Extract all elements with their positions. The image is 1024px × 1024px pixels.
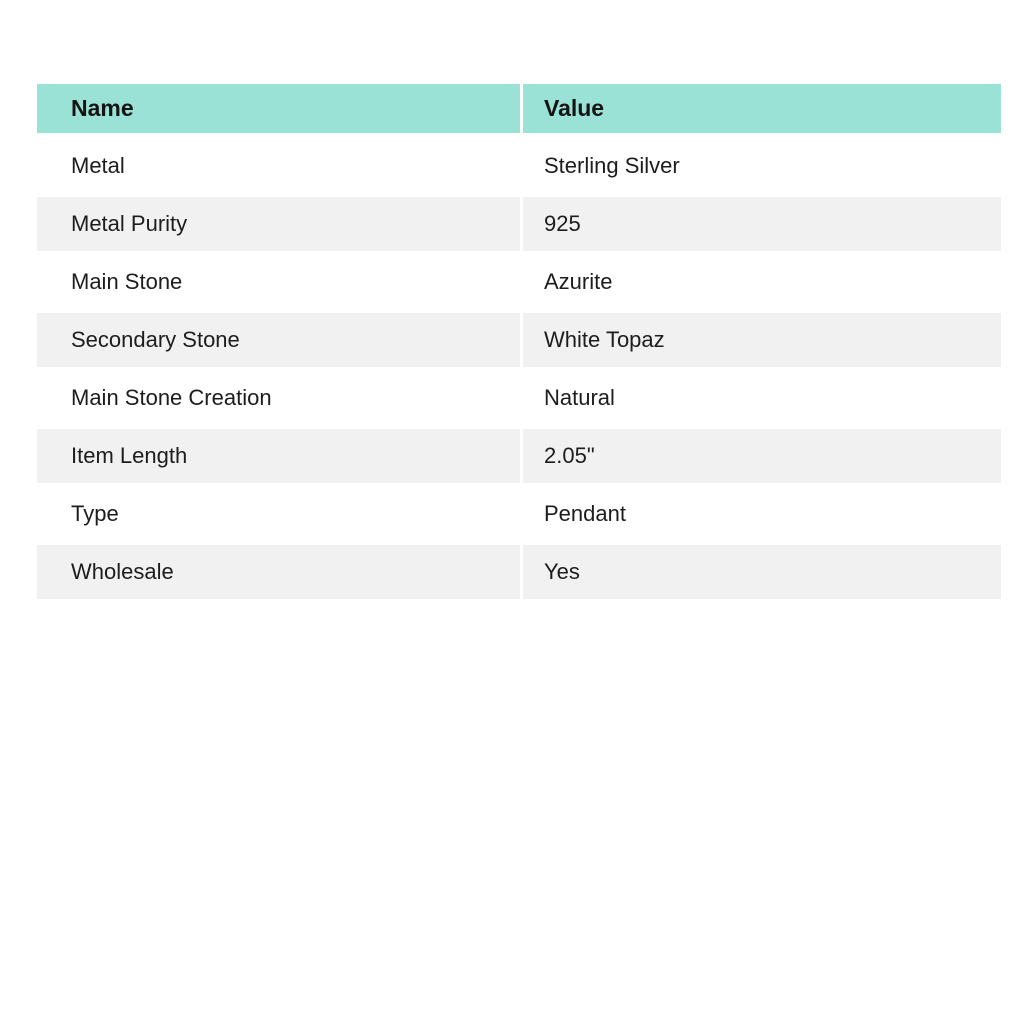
row-value-cell: Pendant	[544, 501, 626, 526]
row-value-cell: Azurite	[544, 269, 613, 294]
table-row	[37, 253, 1001, 311]
table-header-row	[37, 84, 1001, 133]
row-name-cell: Metal	[37, 139, 523, 193]
row-name-cell: Main Stone	[37, 255, 523, 309]
table-row	[37, 485, 1001, 543]
value-column-header: Value	[544, 95, 605, 121]
table-row	[37, 369, 1001, 427]
table-row	[37, 311, 1001, 369]
row-value-cell: Sterling Silver	[544, 153, 680, 178]
table-row	[37, 137, 1001, 195]
row-value-cell: White Topaz	[544, 327, 665, 352]
table-row	[37, 195, 1001, 253]
row-name-cell: Item Length	[37, 429, 523, 483]
row-value-cell: 2.05"	[544, 443, 595, 468]
row-name-cell: Wholesale	[37, 545, 523, 599]
table-row	[37, 427, 1001, 485]
table-body	[37, 137, 1001, 601]
table-row	[37, 543, 1001, 601]
row-value-cell: 925	[544, 211, 581, 236]
row-name-cell: Secondary Stone	[37, 313, 523, 367]
row-name-cell: Type	[37, 487, 523, 541]
product-spec-table	[37, 84, 1001, 601]
row-name-cell: Metal Purity	[37, 197, 523, 251]
row-value-cell: Natural	[544, 385, 615, 410]
row-value-cell: Yes	[544, 559, 580, 584]
name-column-header: Name	[37, 84, 523, 133]
row-name-cell: Main Stone Creation	[37, 371, 523, 425]
